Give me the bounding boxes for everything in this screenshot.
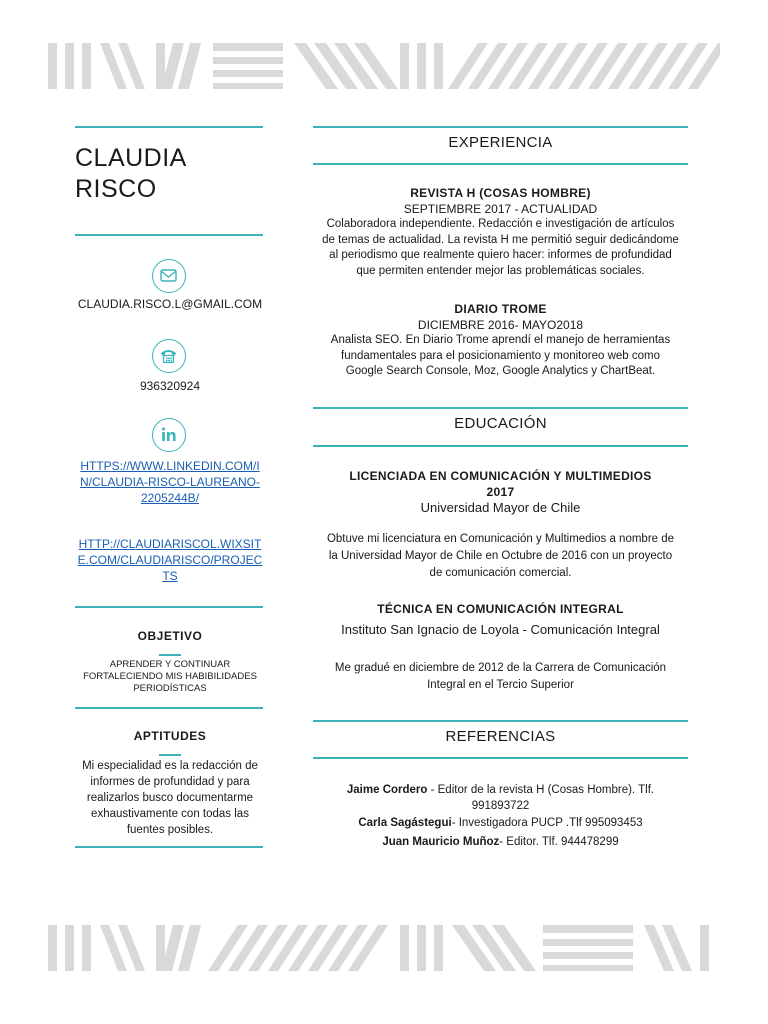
telephone-icon [152,339,186,373]
referencias-bottom-rule [313,757,688,759]
objetivo-underline [159,654,181,656]
degree-description: Me gradué en diciembre de 2012 de la Carrera de Comunicación Integral en el Tercio Superior [334,662,667,691]
educacion-bottom-rule [313,445,688,447]
name-last: RISCO [75,175,157,203]
job-dates: SEPTIEMBRE 2017 - ACTUALIDAD [403,202,598,216]
educacion-top-rule [313,407,688,409]
linkedin-icon [152,418,186,452]
candidate-name [75,143,265,205]
stripe-pattern-bottom [48,925,720,971]
referencias-top-rule [313,720,688,722]
objetivo-heading: OBJETIVO [137,629,203,643]
reference-item: Juan Mauricio Muñoz- Editor. Tlf. 944478299 [382,836,619,848]
envelope-icon [152,259,186,293]
left-aptitudes-rule [75,707,263,709]
job-title: REVISTA H (COSAS HOMBRE) [410,186,591,200]
decorative-band-top [48,43,720,89]
degree-title: TÉCNICA EN COMUNICACIÓN INTEGRAL [377,602,624,616]
decorative-band-bottom [48,925,720,971]
linkedin-link[interactable]: HTTPS://WWW.LINKEDIN.COM/I N/CLAUDIA-RISCO-LAUREANO- 2205244B/ [79,459,261,505]
educacion-heading: EDUCACIÓN [454,415,547,432]
reference-item: Carla Sagástegui- Investigadora PUCP .Tlf 995093453 [358,817,643,829]
job-title: DIARIO TROME [454,302,547,316]
email-link[interactable]: CLAUDIA.RISCO.L@GMAIL.COM [77,297,263,311]
left-bottom-rule [75,846,263,848]
objetivo-text: APRENDER Y CONTINUAR FORTALECIENDO MIS HABIBILIDADES PERIODÍSTICAS [83,659,257,694]
experiencia-top-rule [313,126,688,128]
stripe-pattern-top [48,43,720,89]
referencias-heading: REFERENCIAS [445,728,556,745]
degree-institution: Universidad Mayor de Chile [420,500,581,515]
job-description: Colaboradora independiente. Redacción e investigación de artículos de temas de actualidad. La revista H me permitió seguir dedicándome al periodismo que realmente quiero hacer: informes de profundidad que permiten entender mejor las problemáticas sociales. [322,218,679,277]
job-description: Analista SEO. En Diario Trome aprendí el manejo de herramientas fundamentales para el posicionamiento y monitoreo web como Google Search Console, Moz, Google Analytics y ChartBeat. [330,334,671,377]
experiencia-heading: EXPERIENCIA [448,134,553,151]
left-objective-rule [75,606,263,608]
reference-item: Jaime Cordero - Editor de la revista H (Cosas Hombre). Tlf. 991893722 [346,784,655,812]
name-first: CLAUDIA [75,144,187,172]
job-dates: DICIEMBRE 2016- MAYO2018 [417,318,584,332]
left-top-rule [75,126,263,128]
aptitudes-underline [159,754,181,756]
experiencia-bottom-rule [313,163,688,165]
phone-number: 936320924 [139,379,201,393]
aptitudes-heading: APTITUDES [133,729,207,743]
degree-institution: Instituto San Ignacio de Loyola - Comunicación Integral [341,622,660,637]
aptitudes-text: Mi especialidad es la redacción de informes de profundidad y para realizarlos busco documentarme exhaustivamente con todas las fuentes posibles. [82,760,258,836]
degree-title: LICENCIADA EN COMUNICACIÓN Y MULTIMEDIOS 2017 [349,469,652,499]
left-name-rule [75,234,263,236]
portfolio-link[interactable]: HTTP://CLAUDIARISCOL.WIXSIT E.COM/CLAUDIARISCO/PROJEC TS [77,537,263,583]
degree-description: Obtuve mi licenciatura en Comunicación y Multimedios a nombre de la Universidad Mayor de Chile en Octubre de 2016 con un proyecto de comunicación comercial. [326,533,675,579]
